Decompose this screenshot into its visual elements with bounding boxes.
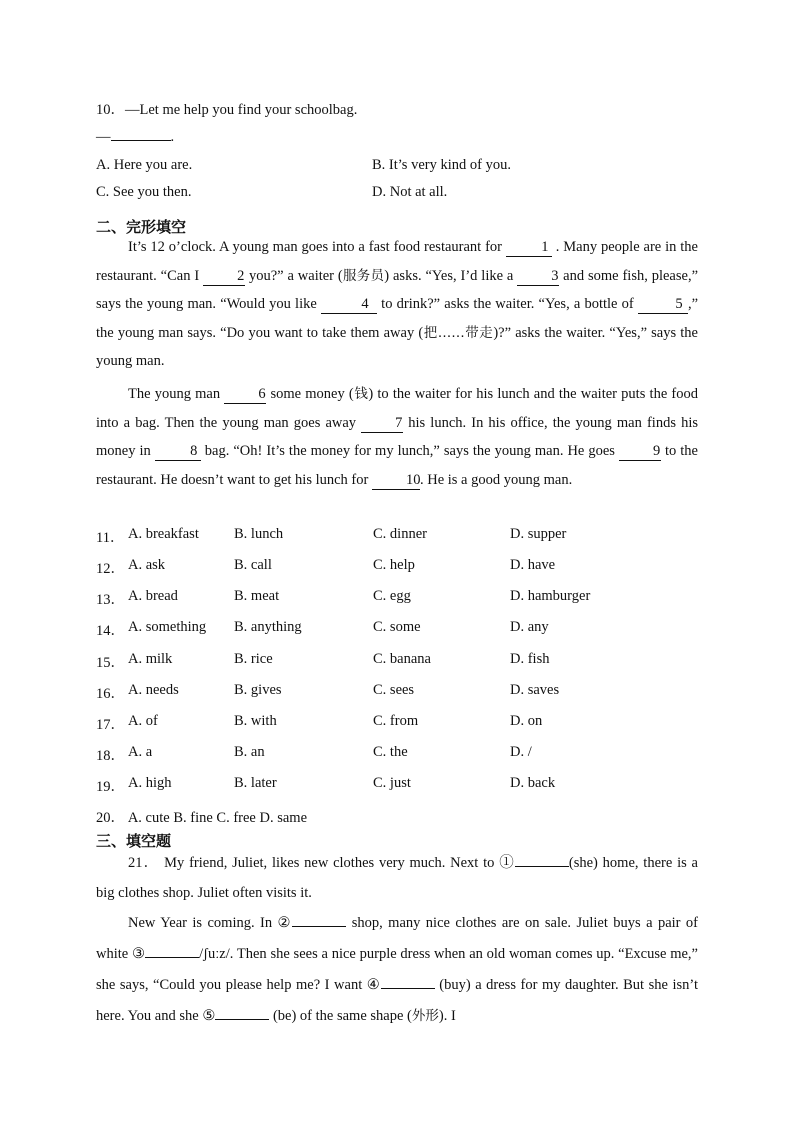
- cloze-blank-5: 5: [638, 295, 688, 314]
- cloze-blank-6: 6: [224, 385, 266, 404]
- fill-blank-2[interactable]: [292, 912, 346, 927]
- option-d: D. back: [510, 775, 556, 791]
- answer-period: .: [170, 129, 175, 145]
- option-a: A. milk: [128, 651, 173, 667]
- question-10-option-c: C. See you then.: [96, 184, 192, 200]
- option-c: C. from: [373, 713, 419, 729]
- option-c: C. help: [373, 557, 415, 573]
- option-b: B. lunch: [234, 526, 284, 542]
- option-a: A. bread: [128, 588, 178, 604]
- fill-blank-4[interactable]: [381, 974, 435, 989]
- cloze-question-15: 15． A. milk B. rice C. banana D. fish: [96, 651, 550, 671]
- option-b: B. call: [234, 557, 272, 573]
- cloze-blank-9: 9: [619, 442, 661, 461]
- question-10-answer-line: [96, 128, 174, 146]
- option-b: B. meat: [234, 588, 280, 604]
- option-c: C. banana: [373, 651, 431, 667]
- cloze-blank-1: 1: [506, 238, 552, 257]
- cloze-passage-paragraph-1: It’s 12 o’clock. A young man goes into a fast food restaurant for 1 . Many people are in the restaurant. “Can I 2 you?” a waiter (服务员) asks. “Yes, I’d like a 3 and some fish, please,” says the young man. “Would you like 4 to drink?” asks the waiter. “Yes, a bottle of 5 ,” the young man says. “Do you want to take them away (把……带走)?” asks the waiter. “Yes,” says the young man.: [96, 239, 699, 369]
- option-c: C. dinner: [373, 526, 427, 542]
- option-a: A. needs: [128, 682, 179, 698]
- option-a: A. a: [128, 744, 153, 760]
- option-d: D. hamburger: [510, 588, 591, 604]
- option-c: C. some: [373, 619, 421, 635]
- option-d: D. have: [510, 557, 556, 573]
- fill-blank-5[interactable]: [215, 1005, 269, 1020]
- cloze-question-14: 14． A. something B. anything C. some D. any: [96, 619, 549, 639]
- option-c: C. just: [373, 775, 411, 791]
- question-10-option-a: A. Here you are.: [96, 157, 193, 173]
- cloze-question-17: 17． A. of B. with C. from D. on: [96, 713, 543, 733]
- cloze-question-12: 12． A. ask B. call C. help D. have: [96, 557, 556, 577]
- option-d: D. any: [510, 619, 549, 635]
- cloze-blank-3: 3: [517, 267, 559, 286]
- cloze-blank-4: 4: [321, 295, 377, 314]
- option-d: D. saves: [510, 682, 560, 698]
- section-3-title: 三、填空题: [96, 832, 172, 850]
- question-10-option-d: D. Not at all.: [372, 184, 448, 200]
- cloze-question-18: 18． A. a B. an C. the D. /: [96, 744, 532, 764]
- section-2-title: 二、完形填空: [96, 218, 187, 236]
- fill-passage-paragraph-1: 21． My friend, Juliet, likes new clothes very much. Next to ① (she) home, there is a big clothes shop. Juliet often visits it.: [96, 848, 698, 908]
- option-b: B. anything: [234, 619, 302, 635]
- option-a: A. breakfast: [128, 526, 199, 542]
- option-d: D. supper: [510, 526, 567, 542]
- cloze-question-16: 16． A. needs B. gives C. sees D. saves: [96, 682, 560, 702]
- option-c: C. egg: [373, 588, 411, 604]
- fill-blank-3[interactable]: [145, 943, 199, 958]
- question-10-option-b: B. It’s very kind of you.: [372, 157, 511, 173]
- cloze-blank-7: 7: [361, 414, 403, 433]
- answer-blank[interactable]: [111, 128, 171, 141]
- fill-passage-paragraph-2: New Year is coming. In ② shop, many nice clothes are on sale. Juliet buys a pair of white ③ /ʃuːz/. Then she sees a nice purple dress when an old woman comes up. “Excuse me,” she says, “Could you please help me? I want ④ (buy) a dress for my daughter. But she isn’t here. You and she ⑤ (be) of the same shape (外形). I: [96, 908, 698, 1032]
- cloze-passage-paragraph-2: The young man 6 some money (钱) to the waiter for his lunch and the waiter puts the food into a bag. Then the young man goes away 7 his lunch. In his office, the young man finds his money in 8 bag. “Oh! It’s the money for my lunch,” says the young man. He goes 9 to the restaurant. He doesn’t want to get his lunch for 10. He is a good young man.: [96, 386, 699, 488]
- option-d: D. /: [510, 744, 532, 760]
- option-b: B. rice: [234, 651, 273, 667]
- option-c: C. the: [373, 744, 408, 760]
- option-a: A. ask: [128, 557, 166, 573]
- cloze-question-11: 11． A. breakfast B. lunch C. dinner D. supper: [96, 526, 567, 546]
- option-c: C. sees: [373, 682, 415, 698]
- option-d: D. on: [510, 713, 543, 729]
- cloze-blank-2: 2: [203, 267, 245, 286]
- option-b: B. with: [234, 713, 277, 729]
- cloze-blank-8: 8: [155, 442, 201, 461]
- answer-dash: —: [96, 129, 111, 145]
- option-d: D. fish: [510, 651, 550, 667]
- cloze-question-13: 13． A. bread B. meat C. egg D. hamburger: [96, 588, 591, 608]
- fill-blank-1[interactable]: [515, 852, 569, 867]
- option-a: A. something: [128, 619, 207, 635]
- option-b: B. later: [234, 775, 277, 791]
- question-10-stem: 10．—Let me help you find your schoolbag.: [96, 102, 358, 118]
- option-b: B. gives: [234, 682, 282, 698]
- cloze-blank-10: 10: [372, 471, 420, 490]
- option-a: A. high: [128, 775, 172, 791]
- option-a: A. of: [128, 713, 158, 729]
- cloze-question-19: 19． A. high B. later C. just D. back: [96, 775, 556, 795]
- option-b: B. an: [234, 744, 265, 760]
- cloze-question-20: 20． A. cute B. fine C. free D. same: [96, 810, 308, 826]
